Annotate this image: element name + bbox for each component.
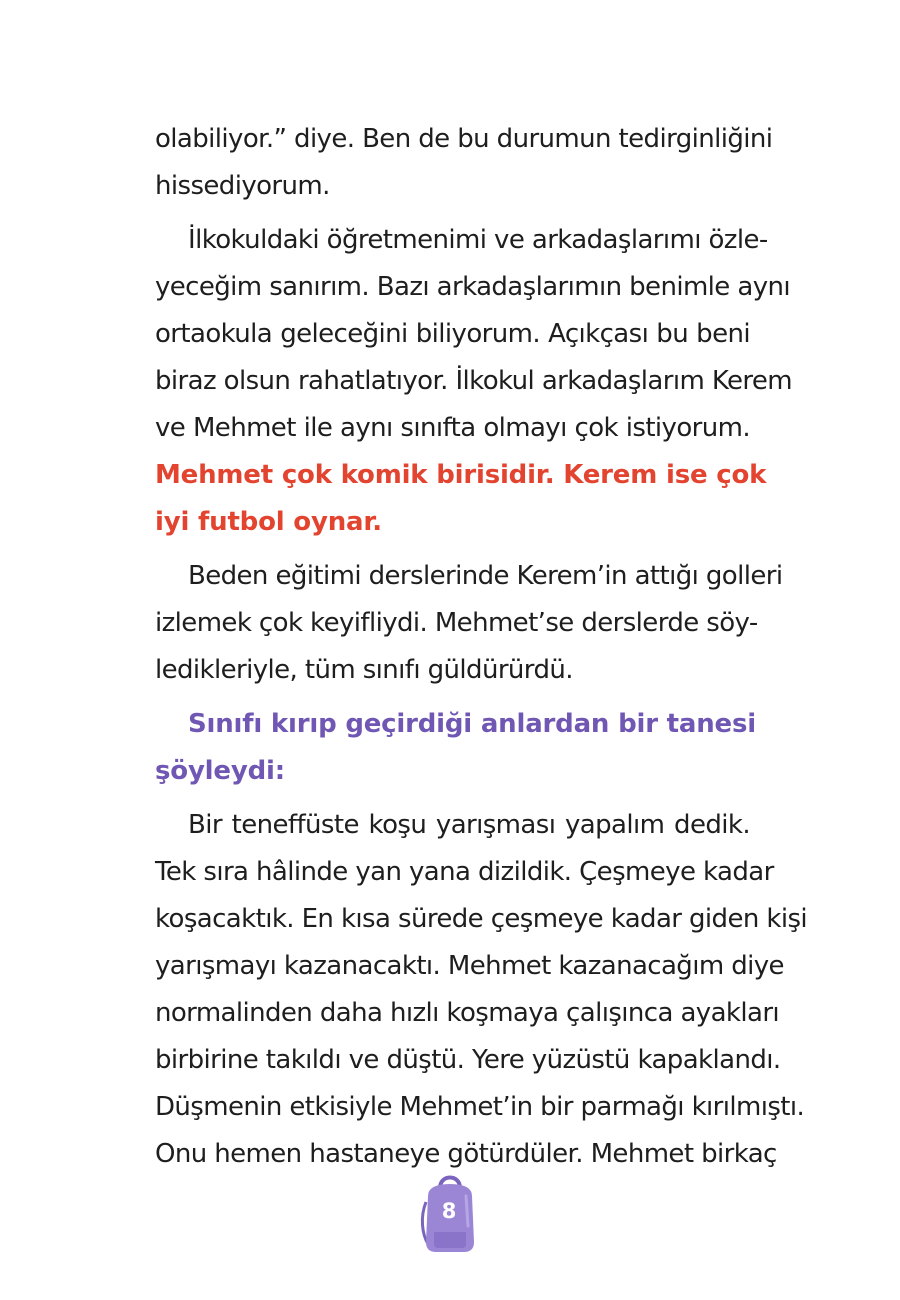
text-line: Düşmenin etkisiyle Mehmet’in bir parmağı kırılmıştı. [155,1092,805,1122]
text-line: Bir teneffüste koşu yarışması yapalım dedik. [188,810,750,840]
text-line: ledikleriyle, tüm sınıfı güldürürdü. [155,655,573,685]
text-line: Tek sıra hâlinde yan yana dizildik. Çeşmeye kadar [155,857,774,887]
highlighted-text-line: şöyleydi: [155,756,285,786]
text-line: izlemek çok keyifliydi. Mehmet’se derslerde söy- [155,608,758,638]
text-line: olabiliyor.” diye. Ben de bu durumun tedirginliğini [155,124,773,154]
highlighted-text-line: iyi futbol oynar. [155,507,382,537]
text-line: ve Mehmet ile aynı sınıfta olmayı çok istiyorum. [155,413,750,443]
text-line: Beden eğitimi derslerinde Kerem’in attığı golleri [188,561,783,591]
text-line: yeceğim sanırım. Bazı arkadaşlarımın benimle aynı [155,272,790,302]
page-number-badge [418,1172,486,1256]
highlighted-text-line: Mehmet çok komik birisidir. Kerem ise çok [155,460,767,490]
highlighted-text-line: Sınıfı kırıp geçirdiği anlardan bir tanesi [188,709,756,739]
text-line: koşacaktık. En kısa sürede çeşmeye kadar giden kişi [155,904,808,934]
text-line: İlkokuldaki öğretmenimi ve arkadaşlarımı özle- [188,225,768,255]
text-line: ortaokula geleceğini biliyorum. Açıkçası bu beni [155,319,750,349]
text-line: hissediyorum. [155,171,330,201]
text-line: normalinden daha hızlı koşmaya çalışınca ayakları [155,998,780,1028]
text-line: yarışmayı kazanacaktı. Mehmet kazanacağım diye [155,951,784,981]
text-line: birbirine takıldı ve düştü. Yere yüzüstü kapaklandı. [155,1045,781,1075]
book-page-text [155,116,808,1178]
text-line: Onu hemen hastaneye götürdüler. Mehmet birkaç [155,1139,777,1169]
text-line: biraz olsun rahatlatıyor. İlkokul arkadaşlarım Kerem [155,366,793,396]
page-number: 8 [441,1199,457,1223]
